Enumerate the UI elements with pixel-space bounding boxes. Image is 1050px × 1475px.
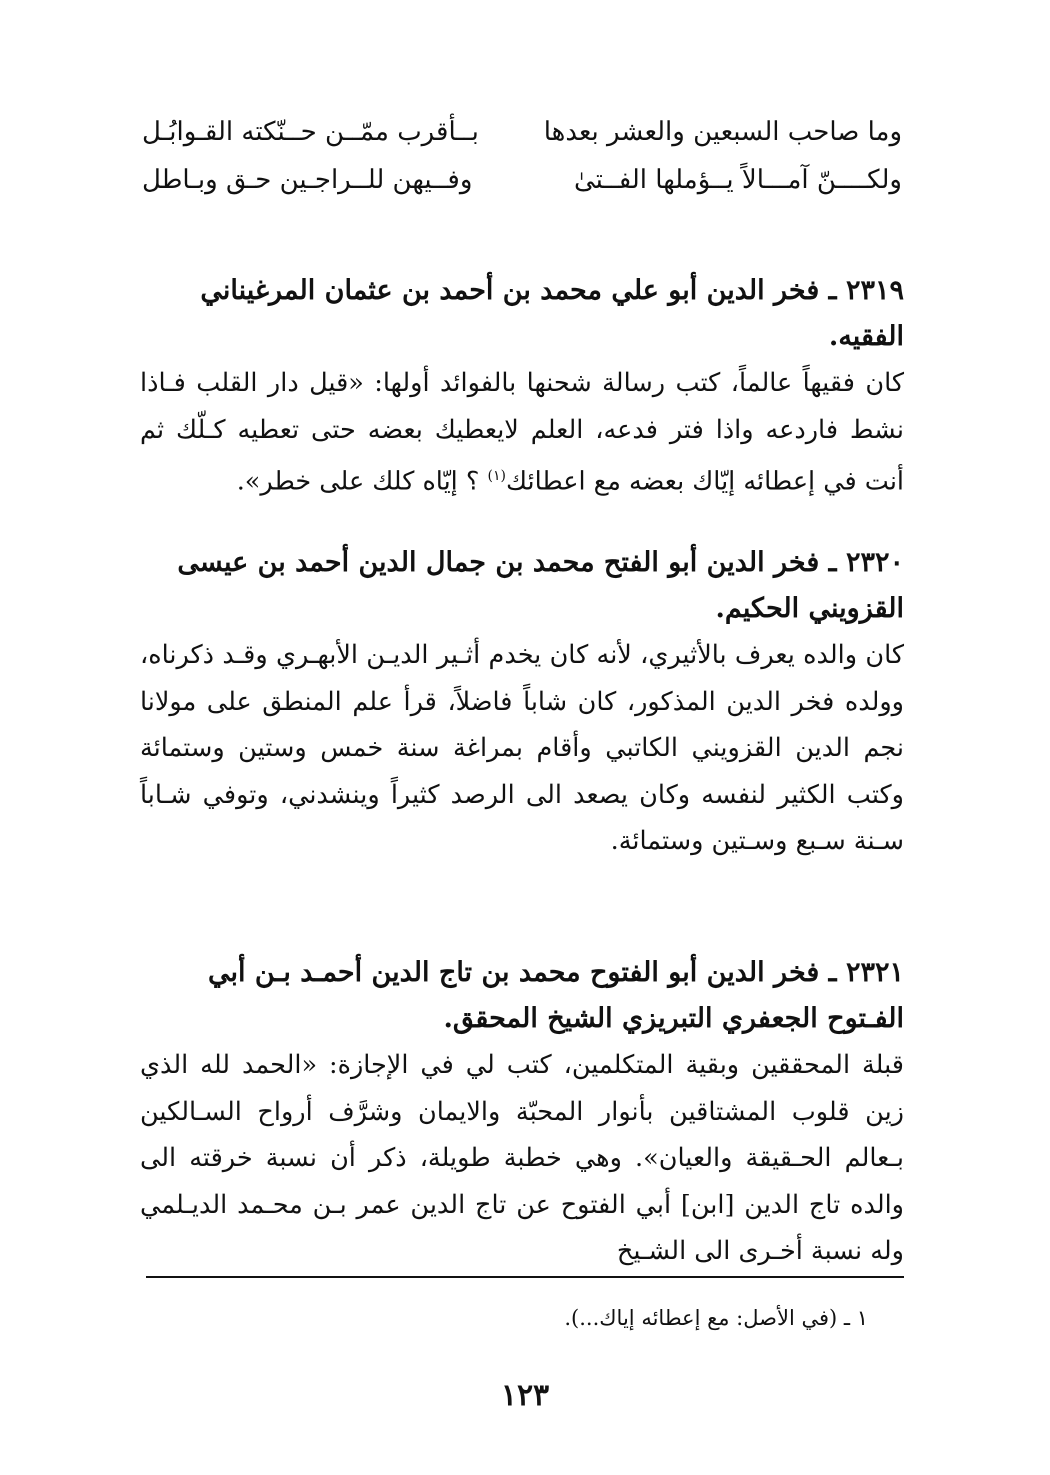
entry-body: كان والده يعرف بالأثيري، لأنه كان يخدم أثـير الديـن الأبهـري وقـد ذكرناه، وولده فخر الدين المذكور، كان شاباً فاضلاً، قرأ علم المنطق على مولانا نجم الدين القزويني الكاتبي وأقام بمراغة سنة خمس وستين وستمائة وكتب الكثير لنفسه وكان يصعد الى الرصد كثيراً وينشدني، وتوفي شـاباً سـنة سـبع وسـتين وستمائة. <box>140 640 904 856</box>
footnote-reference[interactable]: (١) <box>487 468 506 484</box>
verse-2-second-hemistich: وفــيهن للــراجـين حـق وبـاطل <box>142 165 473 195</box>
verse-2-first-hemistich: ولكــــنّ آمـــالاً يــؤملها الفــتىٰ <box>573 165 902 195</box>
poem-verses <box>142 108 902 204</box>
entry-body-end: ؟ إيّاه كلك على خطر». <box>236 466 488 497</box>
entry-2319 <box>140 268 904 505</box>
entry-2320 <box>140 540 904 865</box>
entry-heading: ٢٣٢٠ ـ فخر الدين أبو الفتح محمد بن جمال الدين أحمد بن عيسى القزويني الحكيم. <box>177 547 904 624</box>
entry-body-text: كان فقيهاً عالماً، كتب رسالة شحنها بالفوائد أولها: «قيل دار القلب فـاذا نشط فاردعه واذا فتر فدعه، العلم لايعطيك بعضه حتى تعطيه كـلّك ثم أنت في إعطائه إيّاك بعضه مع اعطائك <box>140 368 904 497</box>
entry-heading: ٢٣٢١ ـ فخر الدين أبو الفتوح محمد بن تاج الدين أحمـد بـن أبي الفـتوح الجعفري التبريزي الشيخ المحقق. <box>207 957 904 1034</box>
verse-1-second-hemistich: بــأقرب ممّــن حــنّكته القـوابُـل <box>142 117 479 147</box>
verse-1-first-hemistich: وما صاحب السبعين والعشر بعدها <box>543 117 902 147</box>
entry-heading: ٢٣١٩ ـ فخر الدين أبو علي محمد بن أحمد بن عثمان المرغيناني الفقيه. <box>200 275 904 352</box>
entry-body: قبلة المحققين وبقية المتكلمين، كتب لي في الإجازة: «الحمد لله الذي زين قلوب المشتاقين بأنوار المحبّة والايمان وشرَّف أرواح السـالكين بـعالم الحـقيقة والعيان». وهي خطبة طويلة، ذكر أن نسبة خرقته الى والده تاج الدين [ابن] أبي الفتوح عن تاج الدين عمر بـن محـمد الديـلمي وله نسبة أخـرى الى الشـيخ <box>140 1050 904 1266</box>
entry-2321 <box>140 950 904 1275</box>
footnote: ١ ـ (في الأصل: مع إعطائه إياك...). <box>564 1306 868 1330</box>
verse-1 <box>142 108 902 156</box>
entry-body <box>140 360 904 505</box>
page-number: ١٢٣ <box>500 1378 550 1413</box>
verse-2 <box>142 156 902 204</box>
footnote-separator <box>146 1276 904 1278</box>
